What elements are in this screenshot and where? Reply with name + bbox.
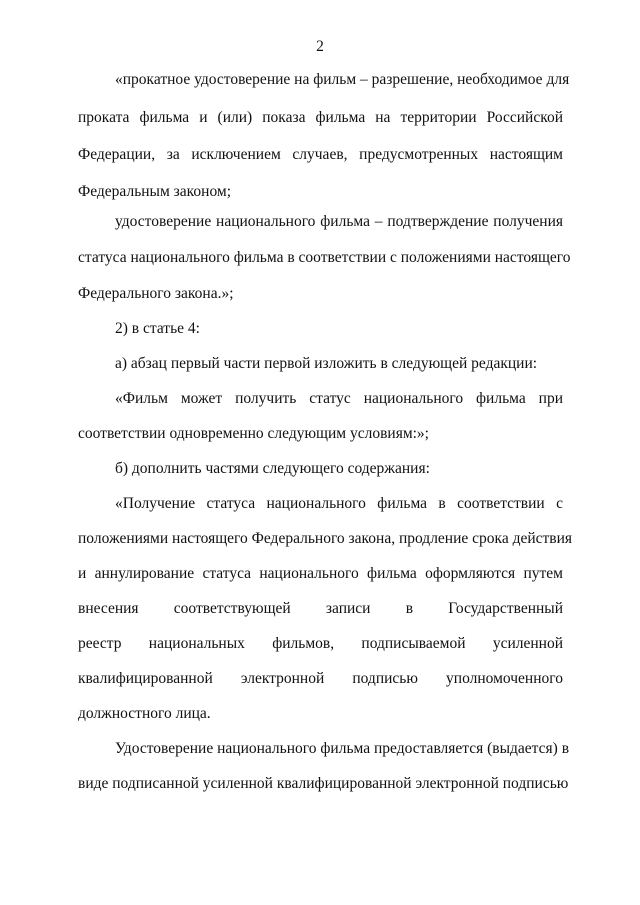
text-line: «Получение статуса национального фильма в соответствии с xyxy=(115,495,563,512)
text-line: «Фильм может получить статус национального фильма при xyxy=(115,390,563,407)
text-line: и аннулирование статуса национального фильма оформляются путем xyxy=(78,565,563,582)
text-line: Федерации, за исключением случаев, предусмотренных настоящим xyxy=(78,146,563,163)
text-line: соответствии одновременно следующим условиям:»; xyxy=(78,425,429,442)
text-line: виде подписанной усиленной квалифицированной электронной подписью xyxy=(78,775,569,792)
page-number: 2 xyxy=(316,38,324,55)
text-line: положениями настоящего Федерального закона, продление срока действия xyxy=(78,530,573,547)
text-line: внесения соответствующей записи в Государственный xyxy=(78,600,563,617)
text-line: 2) в статье 4: xyxy=(115,320,200,337)
text-line: а) абзац первый части первой изложить в следующей редакции: xyxy=(115,355,538,372)
text-line: Федеральным законом; xyxy=(78,183,232,200)
text-line: статуса национального фильма в соответствии с положениями настоящего xyxy=(78,249,571,266)
text-line: реестр национальных фильмов, подписываемой усиленной xyxy=(78,635,563,652)
text-line: удостоверение национального фильма – подтверждение получения xyxy=(115,213,563,230)
text-line: квалифицированной электронной подписью уполномоченного xyxy=(78,670,563,687)
text-line: «прокатное удостоверение на фильм – разрешение, необходимое для xyxy=(115,71,570,88)
text-line: проката фильма и (или) показа фильма на территории Российской xyxy=(78,109,563,126)
text-line: Удостоверение национального фильма предоставляется (выдается) в xyxy=(115,740,570,757)
text-line: Федерального закона.»; xyxy=(78,285,234,302)
text-line: должностного лица. xyxy=(78,705,211,722)
text-line: б) дополнить частями следующего содержания: xyxy=(115,460,430,477)
